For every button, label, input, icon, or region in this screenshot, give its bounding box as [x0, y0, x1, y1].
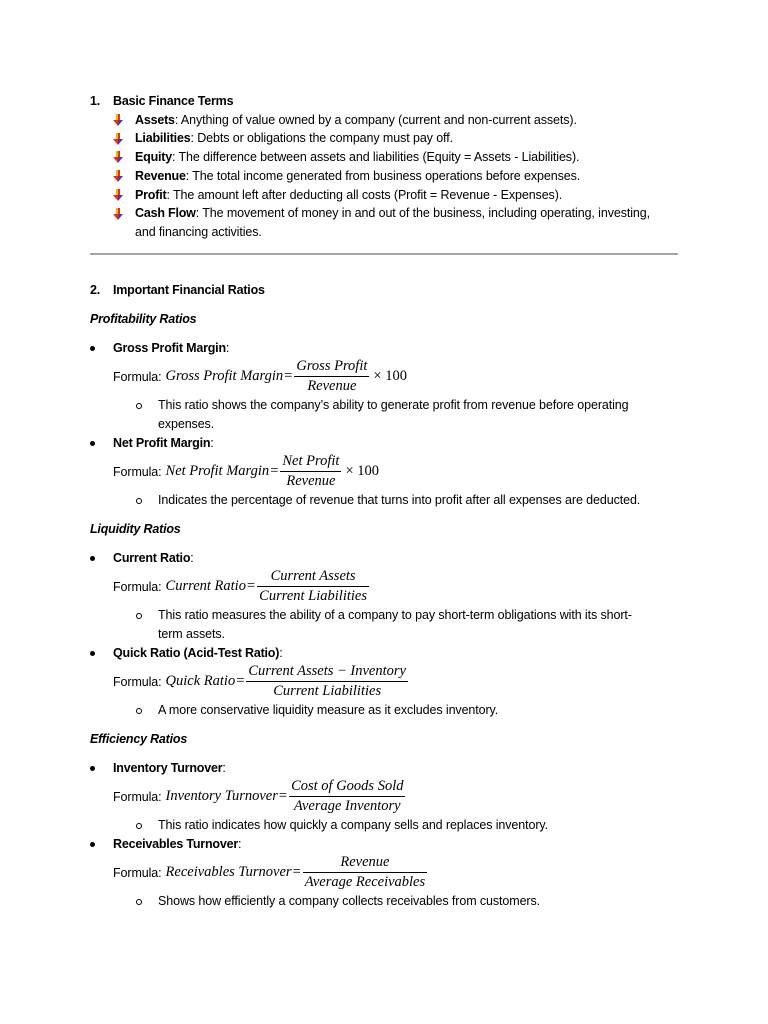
- disc-bullet-icon: [90, 842, 95, 847]
- circle-bullet-icon: [136, 498, 142, 504]
- ratio-name: Inventory Turnover: [113, 761, 223, 776]
- disc-bullet-icon: [90, 441, 95, 446]
- term-definition: : Debts or obligations the company must pay off.: [190, 131, 453, 146]
- formula-lhs: Quick Ratio: [165, 673, 236, 690]
- term-label: Equity: [135, 150, 172, 165]
- ratio-name: Receivables Turnover: [113, 837, 238, 852]
- ratio-name: Gross Profit Margin: [113, 341, 226, 356]
- fraction: [294, 357, 369, 396]
- note-text: This ratio indicates how quickly a company sells and replaces inventory.: [158, 818, 548, 833]
- colored-down-arrow-icon: [113, 208, 123, 220]
- fraction-numerator: Current Assets: [270, 568, 356, 585]
- ratio-colon: :: [190, 551, 194, 566]
- ratio-note-continuation: [0, 625, 768, 644]
- ratio-title: [0, 549, 768, 568]
- formula-label: Formula:: [113, 674, 162, 689]
- fraction: [257, 567, 369, 606]
- ratio-note: [0, 396, 768, 415]
- ratio-title: [0, 759, 768, 778]
- circle-bullet-icon: [136, 708, 142, 714]
- ratio-note: [0, 892, 768, 911]
- formula-lhs: Receivables Turnover: [165, 864, 292, 881]
- list-item-cash-flow-continuation: [0, 223, 768, 242]
- section-heading-basic-terms: [0, 92, 768, 111]
- ratio-name: Current Ratio: [113, 551, 191, 566]
- ratio-colon: :: [238, 837, 242, 852]
- fraction-denominator: Revenue: [286, 473, 336, 490]
- section-title: Important Financial Ratios: [113, 283, 265, 298]
- fraction-denominator: Current Liabilities: [259, 588, 367, 605]
- formula: [0, 662, 768, 701]
- ratio-group-profitability: [0, 310, 768, 510]
- disc-bullet-icon: [90, 651, 95, 656]
- formula-label: Formula:: [113, 579, 162, 594]
- ratio-colon: :: [222, 761, 226, 776]
- ratio-item-receivables-turnover: [0, 835, 768, 911]
- formula-label: Formula:: [113, 865, 162, 880]
- ratio-note: [0, 491, 768, 510]
- ratio-item-net-profit-margin: [0, 434, 768, 510]
- note-text: This ratio measures the ability of a company to pay short-term obligations with its short-: [158, 608, 632, 623]
- fraction: [289, 777, 405, 816]
- note-text: Shows how efficiently a company collects receivables from customers.: [158, 894, 541, 909]
- fraction: [246, 662, 408, 701]
- section-number: 1.: [90, 93, 101, 108]
- formula-lhs: Inventory Turnover: [165, 788, 278, 805]
- formula-equals: =: [270, 463, 279, 480]
- fraction-denominator: Average Inventory: [293, 798, 401, 815]
- list-item-liabilities: [0, 129, 768, 148]
- ratio-name: Net Profit Margin: [113, 436, 211, 451]
- fraction-numerator: Gross Profit: [296, 358, 368, 375]
- formula-equals: =: [284, 368, 293, 385]
- disc-bullet-icon: [90, 766, 95, 771]
- colored-down-arrow-icon: [113, 151, 123, 163]
- note-text: A more conservative liquidity measure as it excludes inventory.: [158, 703, 499, 718]
- note-text: expenses.: [158, 417, 215, 432]
- formula-lhs: Gross Profit Margin: [165, 368, 284, 385]
- disc-bullet-icon: [90, 346, 95, 351]
- circle-bullet-icon: [136, 403, 142, 409]
- formula-equals: =: [278, 788, 288, 805]
- circle-bullet-icon: [136, 823, 142, 829]
- term-definition: : The movement of money in and out of the business, including operating, investing,: [195, 206, 650, 221]
- formula-equals: =: [246, 578, 256, 595]
- colored-down-arrow-icon: [113, 170, 123, 182]
- document-page: [0, 92, 768, 912]
- list-item-assets: [0, 111, 768, 130]
- group-heading: Liquidity Ratios: [90, 522, 181, 537]
- ratio-title: [0, 339, 768, 358]
- term-label: Revenue: [135, 168, 186, 183]
- formula: [0, 777, 768, 816]
- ratio-group-efficiency: [0, 730, 768, 911]
- ratio-title: [0, 644, 768, 663]
- fraction-numerator: Net Profit: [282, 453, 340, 470]
- fraction-numerator: Revenue: [340, 854, 390, 871]
- term-definition: : Anything of value owned by a company (current and non-current assets).: [174, 112, 577, 127]
- circle-bullet-icon: [136, 613, 142, 619]
- fraction: [280, 452, 341, 491]
- ratio-note-continuation: [0, 415, 768, 434]
- term-label: Profit: [135, 187, 167, 202]
- term-label: Liabilities: [135, 131, 191, 146]
- ratio-group-liquidity: [0, 520, 768, 720]
- term-definition: : The difference between assets and liabilities (Equity = Assets - Liabilities).: [172, 150, 580, 165]
- list-item-equity: [0, 148, 768, 167]
- ratio-colon: :: [210, 436, 214, 451]
- ratio-title: [0, 434, 768, 453]
- ratio-name: Quick Ratio (Acid-Test Ratio): [113, 646, 280, 661]
- fraction-denominator: Current Liabilities: [273, 683, 382, 700]
- formula-label: Formula:: [113, 464, 162, 479]
- formula: [0, 452, 768, 491]
- ratio-note: [0, 606, 768, 625]
- ratio-note: [0, 701, 768, 720]
- ratio-title: [0, 835, 768, 854]
- colored-down-arrow-icon: [113, 189, 123, 201]
- list-item-profit: [0, 186, 768, 205]
- section-heading-ratios: [0, 281, 768, 300]
- formula-lhs: Net Profit Margin: [165, 463, 270, 480]
- group-heading: Profitability Ratios: [90, 312, 197, 327]
- ratio-item-gross-profit-margin: [0, 339, 768, 434]
- horizontal-divider: [90, 253, 678, 255]
- section-title: Basic Finance Terms: [113, 93, 234, 108]
- ratio-colon: :: [279, 646, 283, 661]
- formula-label: Formula:: [113, 369, 162, 384]
- fraction: [303, 853, 427, 892]
- ratio-note: [0, 816, 768, 835]
- formula-multiplier: × 100: [345, 463, 379, 480]
- list-item-cash-flow: [0, 204, 768, 223]
- fraction-denominator: Average Receivables: [304, 874, 426, 891]
- ratio-item-quick-ratio: [0, 644, 768, 720]
- formula: [0, 567, 768, 606]
- fraction-numerator: Current Assets − Inventory: [248, 663, 406, 680]
- disc-bullet-icon: [90, 556, 95, 561]
- formula: [0, 357, 768, 396]
- ratio-colon: :: [225, 341, 230, 356]
- formula-lhs: Current Ratio: [165, 578, 246, 595]
- term-label: Cash Flow: [135, 206, 196, 221]
- formula-equals: =: [236, 673, 245, 690]
- term-definition: : The total income generated from business operations before expenses.: [185, 168, 581, 183]
- ratio-item-inventory-turnover: [0, 759, 768, 835]
- term-definition: : The amount left after deducting all costs (Profit = Revenue - Expenses).: [166, 187, 563, 202]
- colored-down-arrow-icon: [113, 114, 123, 126]
- ratio-item-current-ratio: [0, 549, 768, 644]
- formula: [0, 853, 768, 892]
- colored-down-arrow-icon: [113, 133, 123, 145]
- formula-multiplier: × 100: [373, 368, 407, 385]
- fraction-denominator: Revenue: [307, 378, 357, 395]
- formula-label: Formula:: [113, 789, 162, 804]
- term-definition-continuation: and financing activities.: [135, 225, 262, 240]
- list-item-revenue: [0, 167, 768, 186]
- term-label: Assets: [135, 112, 175, 127]
- note-text: term assets.: [158, 627, 225, 642]
- circle-bullet-icon: [136, 899, 142, 905]
- section-number: 2.: [90, 283, 101, 298]
- group-heading: Efficiency Ratios: [90, 732, 188, 747]
- finance-terms-list: [0, 111, 768, 243]
- note-text: Indicates the percentage of revenue that turns into profit after all expenses are deducted.: [158, 493, 641, 508]
- note-text: This ratio shows the company’s ability to generate profit from revenue before operating: [158, 398, 629, 413]
- formula-equals: =: [292, 864, 301, 881]
- fraction-numerator: Cost of Goods Sold: [291, 778, 404, 795]
